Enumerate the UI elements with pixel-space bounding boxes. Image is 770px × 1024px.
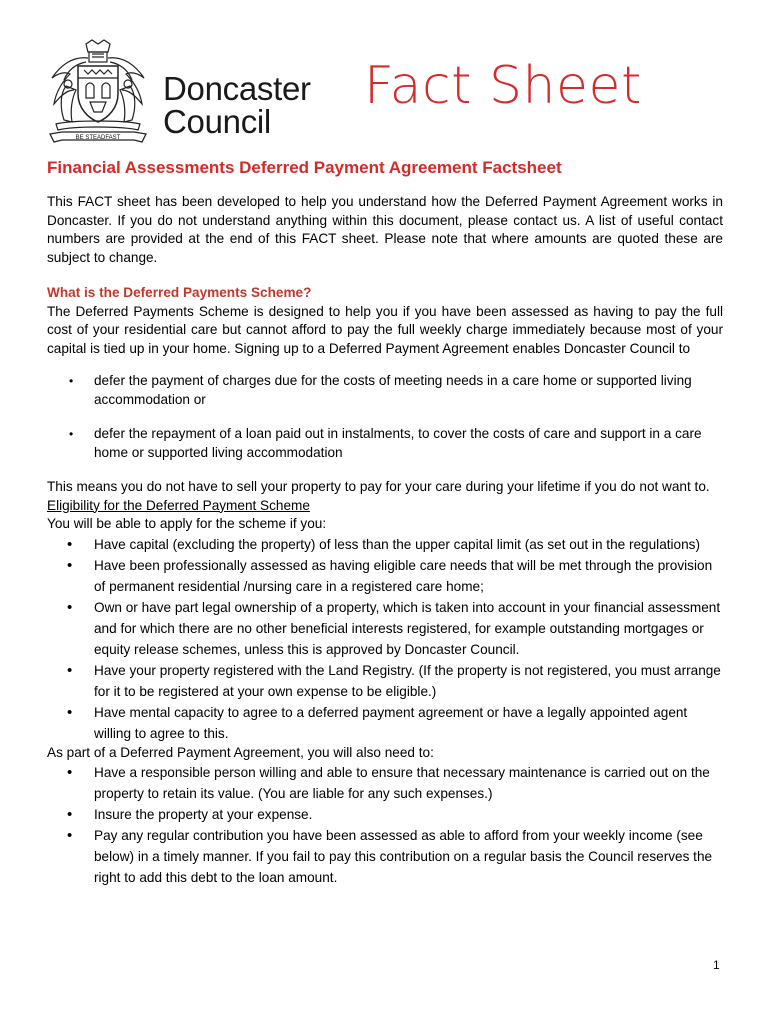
svg-text:BE STEADFAST: BE STEADFAST xyxy=(75,135,121,141)
list-item: • Have a responsible person willing and able to ensure that necessary maintenance is carried out on the property to retain its value. (You are liable for any such expenses.) xyxy=(47,762,723,804)
scheme-paragraph: The Deferred Payments Scheme is designed to help you if you have been assessed as having to pay the full cost of your residential care but cannot afford to pay the full weekly charge immediately because most of your capital is tied up in your home. Signing up to a Deferred Payment Agreement enables Doncaster Council to xyxy=(47,303,723,356)
list-item: • Have mental capacity to agree to a deferred payment agreement or have a legally appointed agent willing to agree to this. xyxy=(47,702,723,744)
agreement-intro: As part of a Deferred Payment Agreement, you will also need to: xyxy=(47,744,434,760)
scheme-summary-paragraph: This means you do not have to sell your property to pay for your care during your lifetime if you do not want to. xyxy=(47,479,710,494)
eligibility-bullet-list xyxy=(47,534,723,744)
council-name-line2: Council xyxy=(163,103,271,140)
list-item: • Have been professionally assessed as having eligible care needs that will be met through the provision of permanent residential /nursing care in a registered care home; xyxy=(47,555,723,597)
section-heading-scheme: What is the Deferred Payments Scheme? xyxy=(47,285,312,300)
document-title: Financial Assessments Deferred Payment Agreement Factsheet xyxy=(47,158,562,177)
agreement-bullet-list xyxy=(47,762,723,888)
council-name-line1: Doncaster xyxy=(163,70,311,107)
document-body xyxy=(47,157,723,888)
eligibility-heading: Eligibility for the Deferred Payment Scheme xyxy=(47,497,310,513)
list-item: • Pay any regular contribution you have been assessed as able to afford from your weekly income (see below) in a timely manner. If you fail to pay this contribution on a regular basis the Council reserves the right to add this debt to the loan amount. xyxy=(47,825,723,888)
page-number: 1 xyxy=(713,958,720,972)
council-name xyxy=(163,72,311,138)
list-item: • Own or have part legal ownership of a property, which is taken into account in your financial assessment and for which there are no other beneficial interests registered, for example outstanding mortgages or equity release schemes, unless this is approved by Doncaster Council. xyxy=(47,597,723,660)
list-item: • Have capital (excluding the property) of less than the upper capital limit (as set out in the regulations) xyxy=(47,534,723,555)
list-item: • defer the repayment of a loan paid out in instalments, to cover the costs of care and support in a care home or supported living accommodation xyxy=(47,425,723,462)
page-header xyxy=(0,0,770,150)
list-item: • Insure the property at your expense. xyxy=(47,804,723,825)
list-item: • defer the payment of charges due for the costs of meeting needs in a care home or supported living accommodation or xyxy=(47,372,723,409)
eligibility-intro: You will be able to apply for the scheme if you: xyxy=(47,516,327,531)
list-item: • Have your property registered with the Land Registry. (If the property is not registered, you must arrange for it to be registered at your own expense to be eligible.) xyxy=(47,660,723,702)
intro-paragraph: This FACT sheet has been developed to help you understand how the Deferred Payment Agreement works in Doncaster. If you do not understand anything within this document, please contact us. A list of useful contact numbers are provided at the end of this FACT sheet. Please note that where amounts are quoted these are subject to change. xyxy=(47,194,723,265)
fact-sheet-heading: Fact Sheet xyxy=(364,56,642,116)
council-crest-logo xyxy=(42,38,154,150)
scheme-bullet-list xyxy=(47,372,723,462)
